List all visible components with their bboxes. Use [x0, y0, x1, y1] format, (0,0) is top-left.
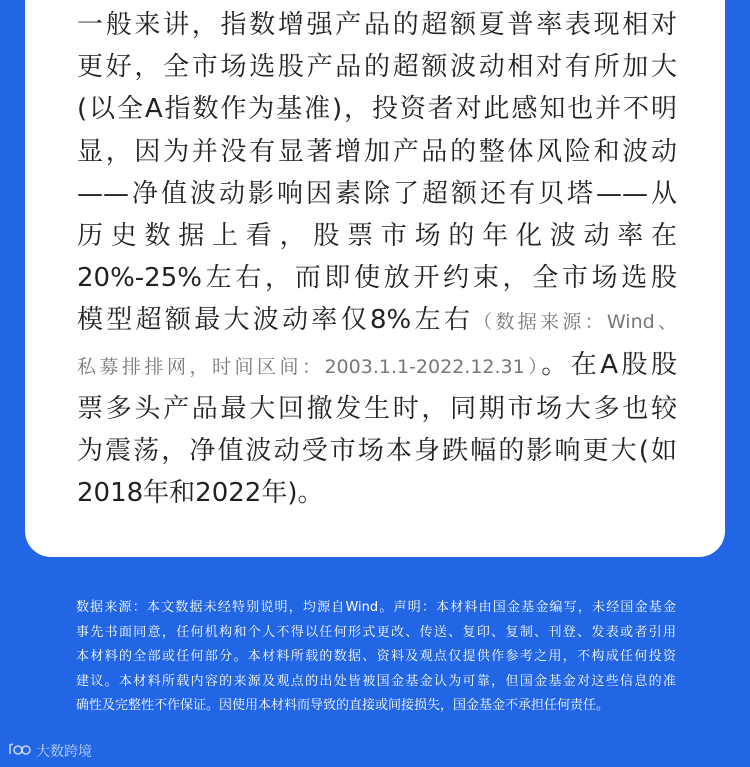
article-line: 20%-25%左右，而即使放开约束，全市场选股 [77, 263, 677, 294]
disclaimer-line: 事先书面同意，任何机构和个人不得以任何形式更改、传送、复印、复制、刊登、发表或者引用 [76, 624, 676, 640]
article-line: 历史数据上看，股票市场的年化波动率在 [77, 221, 677, 252]
article-line-with-source [77, 344, 677, 388]
disclaimer-line: 建议。本材料所载内容的来源及观点的出处皆被国金基金认为可靠，但国金基金对这些信息的准 [76, 673, 676, 689]
article-line-text: 。在A股股 [541, 349, 677, 380]
article-line: 2018年和2022年)。 [77, 478, 324, 509]
watermark-text: 大数跨境 [36, 744, 92, 760]
article-line: (以全A指数作为基准)，投资者对此感知也并不明 [77, 94, 677, 125]
disclaimer-line: 数据来源：本文数据未经特别说明，均源自Wind。声明：本材料由国金基金编写，未经国金基金 [76, 600, 676, 615]
article-line-text: 模型超额最大波动率仅8%左右 [77, 305, 474, 336]
article-line: 票多头产品最大回撤发生时，同期市场大多也较 [77, 393, 677, 424]
disclaimer-line: 本材料的全部或任何部分。本材料所载的数据、资料及观点仅提供作参考之用，不构成任何投资 [76, 649, 676, 665]
source-note-part2: 私募排排网，时间区间：2003.1.1-2022.12.31） [77, 355, 542, 378]
disclaimer-line: 确性及完整性不作保证。因使用本材料而导致的直接或间接损失，国金基金不承担任何责任。 [76, 698, 610, 714]
article-line: 显，因为并没有显著增加产品的整体风险和波动 [77, 136, 677, 167]
watermark [8, 740, 92, 762]
article-line: 为震荡，净值波动受市场本身跌幅的影响更大(如 [77, 436, 677, 467]
article-line: ——净值波动影响因素除了超额还有贝塔——从 [77, 178, 677, 209]
article-body [77, 4, 677, 514]
article-line-with-source [77, 299, 677, 343]
article-line: 更好，全市场选股产品的超额波动相对有所加大 [77, 52, 677, 83]
logo-icon [8, 741, 36, 761]
disclaimer [76, 596, 676, 719]
source-note-part1: （数据来源：Wind、 [473, 311, 677, 334]
article-line: 一般来讲，指数增强产品的超额夏普率表现相对 [77, 10, 677, 40]
